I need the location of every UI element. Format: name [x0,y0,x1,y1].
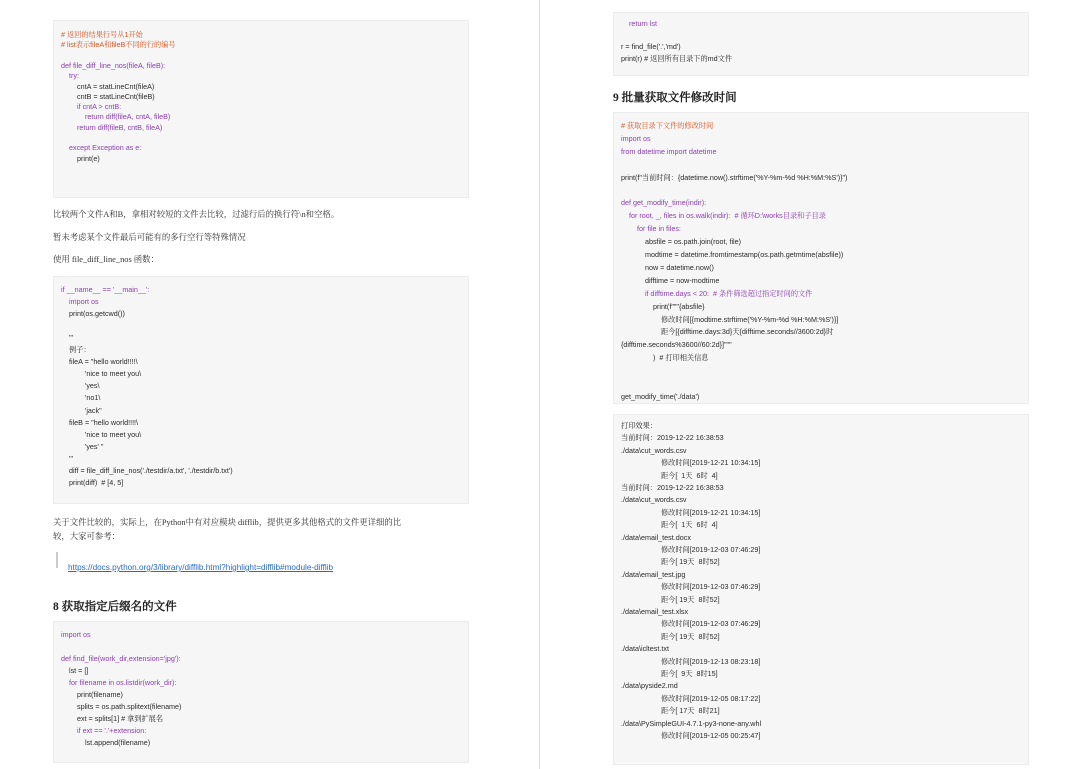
code-line: modtime = datetime.fromtimestamp(os.path.getmtime(absfile)) [621,250,844,259]
code-line: now = datetime.now() [621,262,714,272]
code-line: 当前时间：2019-12-22 16:38:53 [621,433,724,443]
code-line: r = find_file('.','md') [621,42,681,51]
paragraph-usage: 使用 file_diff_line_nos 函数： [53,255,159,264]
code-line: import os [61,297,99,307]
code-line: print(f"当前时间：{datetime.now().strftime('%Y-%m-%d %H:%M:%S')}") [621,172,848,182]
code-line: import os [621,133,651,143]
code-line: lst = [] [61,666,89,675]
code-line: 距今[ 1天 6时 4] [621,470,718,480]
code-line: fileB = "hello world!!!!\ [61,417,139,427]
code-line: ''' [61,333,74,343]
code-line: ./data\cut_words.csv [621,445,687,455]
code-line: 'nice to meet you\ [61,429,142,439]
code-line: 'yes\ [61,381,100,391]
code-block-modify-time [613,112,1029,404]
code-line: diff = file_diff_line_nos('./testdir/a.txt', './testdir/b.txt') [61,465,233,475]
page-divider [539,0,540,769]
code-line: def find_file(work_dir,extension='jpg'): [61,654,181,663]
code-line: for file in files: [621,224,681,234]
code-line: if cntA > cntB: [61,102,122,112]
code-line: {difftime.seconds%3600//60:2d}]""" [621,340,732,350]
code-line: import os [61,630,91,639]
code-line: splits = os.path.splitext(filename) [61,702,182,711]
code-line: ./data\cut_words.csv [621,495,687,505]
code-line: ./data\pyside2.md [621,681,678,691]
code-block-find-file [53,621,469,763]
code-line: 修改时间[{modtime.strftime('%Y-%m-%d %H:%M:%S')}] [621,314,839,324]
code-line: fileA = "hello world!!!!\ [61,357,138,367]
code-line: if ext == '.'+extension: [61,726,147,735]
code-line: # 返回的结果行号从1开始 [61,30,143,39]
code-block-find-file-end [613,12,1029,76]
code-line: print(diff) # [4, 5] [61,477,124,487]
code-line: 当前时间：2019-12-22 16:38:53 [621,483,724,492]
paragraph-note: 暂未考虑某个文件最后可能有的多行空行等特殊情况 [53,233,246,242]
code-line: ./data\email_test.docx [621,532,691,542]
paragraph-difflib-a: 关于文件比较的，实际上，在Python中有对应模块 difflib，提供更多其他格式的文件更详细的比 [53,518,402,527]
code-line: lst.append(filename) [61,738,151,747]
code-line: ./data\icltest.txt [621,644,669,654]
code-line: ext = splits[1] # 拿到扩展名 [61,714,164,723]
code-line: 修改时间[2019-12-13 08:23:18] [621,656,761,666]
code-line: try: [61,71,79,81]
code-line: print(r) # 返回所有目录下的md文件 [621,53,733,63]
output-block [613,414,1029,765]
link-quote [56,552,334,572]
heading-9: 9 批量获取文件修改时间 [613,92,737,104]
code-line: cntB = statLineCnt(fileB) [61,91,155,101]
code-line: if difftime.days < 20: # 条件筛选超过指定时间的文件 [621,288,813,298]
code-line: 距今[ 9天 8时15] [621,669,718,678]
code-line: for filename in os.listdir(work_dir): [61,678,177,687]
code-line: print(os.getcwd()) [61,309,125,319]
code-line: ./data\email_test.jpg [621,569,686,579]
code-line: 修改时间[2019-12-05 00:25:47] [621,731,761,740]
code-line: absfile = os.path.join(root, file) [621,237,742,247]
heading-8: 8 获取指定后缀名的文件 [53,601,177,613]
code-line: # list表示fileA和fileB不同的行的编号 [61,40,176,50]
code-line: def file_diff_line_nos(fileA, fileB): [61,60,166,70]
code-line: 距今[ 19天 8时52] [621,557,720,567]
paragraph-difflib-b: 较，大家可参考： [53,532,120,541]
code-line: return diff(fileA, cntA, fileB) [61,112,171,122]
code-line: 距今[ 19天 8时52] [621,631,720,641]
paragraph-compare-files: 比较两个文件A和B，拿相对较短的文件去比较，过滤行后的换行符\n和空格。 [53,210,340,219]
code-line: 修改时间[2019-12-03 07:46:29] [621,545,761,554]
code-line: from datetime import datetime [621,146,717,156]
code-line: print(f"""{absfile} [621,301,705,311]
code-line: 距今[{difftime.days:3d}天{difftime.seconds//3600:2d}时 [621,327,834,337]
code-line: # 获取目录下文件的修改时间 [621,121,714,130]
code-line: 'nice to meet you\ [61,369,142,379]
code-line: 'no1\ [61,393,101,403]
code-line: ''' [61,453,74,463]
code-line: ./data\PySimpleGUI-4.7.1-py3-none-any.whl [621,718,762,728]
code-line: get_modify_time('./data') [621,391,700,401]
code-line: if __name__ == '__main__': [61,285,150,294]
code-line: 距今[ 17天 8时21] [621,706,720,716]
code-line: 距今[ 19天 8时52] [621,594,720,604]
code-line: 修改时间[2019-12-03 07:46:29] [621,582,761,592]
code-line: print(e) [61,153,100,163]
difflib-link[interactable]: https://docs.python.org/3/library/difflib.html?highlight=difflib#module-difflib [68,563,334,572]
code-line: return lst [621,19,657,28]
code-line: print(filename) [61,690,123,699]
code-line: for root, _, files in os.walk(indir): # 循环D:\works目录和子目录 [621,211,826,221]
code-line: 例子： [61,345,91,355]
code-line: 'jack" [61,405,102,415]
code-line: def get_modify_time(indir): [621,198,707,208]
code-line: ./data\email_test.xlsx [621,607,689,616]
code-line: 'yes' " [61,441,104,451]
code-line: ) # 打印相关信息 [621,353,709,363]
code-line: return diff(fileB, cntB, fileA) [61,122,163,132]
code-block-usage [53,276,469,504]
code-line: 修改时间[2019-12-21 10:34:15] [621,507,761,517]
code-line: 修改时间[2019-12-05 08:17:22] [621,693,761,703]
code-line: 打印效果： [621,421,657,430]
code-line: 距今[ 1天 6时 4] [621,520,718,530]
code-line: difftime = now-modtime [621,275,720,285]
code-block-file-diff [53,20,469,198]
code-line: 修改时间[2019-12-21 10:34:15] [621,458,761,468]
code-line: 修改时间[2019-12-03 07:46:29] [621,619,761,629]
code-line: cntA = statLineCnt(fileA) [61,81,155,91]
code-line: except Exception as e: [61,143,142,153]
